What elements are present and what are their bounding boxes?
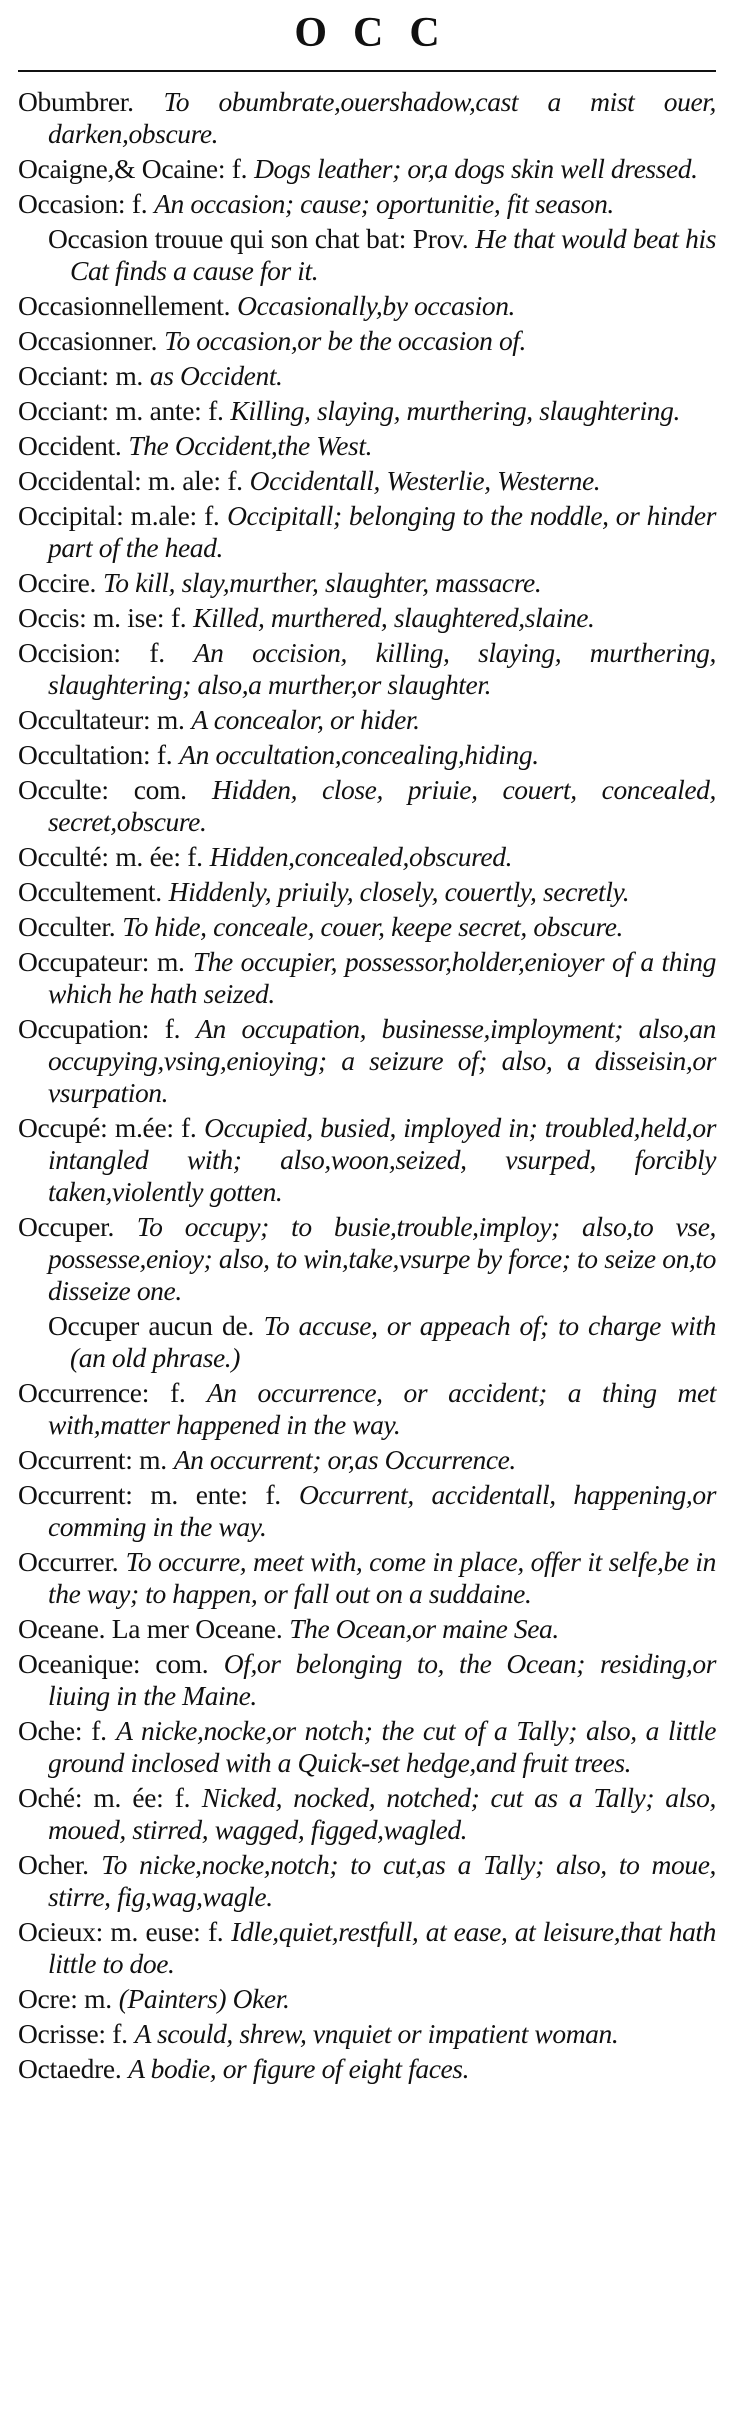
headword: Occulte: com. xyxy=(18,774,187,805)
dictionary-entry xyxy=(18,774,716,838)
definition: To occasion,or be the occasion of. xyxy=(164,325,527,356)
dictionary-entry xyxy=(18,841,716,873)
definition: Hidden, close, priuie, couert, concealed, secret,obscure. xyxy=(48,774,716,837)
dictionary-entry xyxy=(18,1648,716,1712)
headword: Occision: f. xyxy=(18,637,165,668)
headword: Occultation: f. xyxy=(18,739,173,770)
headword: Occiant: m. ante: f. xyxy=(18,395,224,426)
headword: Occis: m. ise: f. xyxy=(18,602,187,633)
dictionary-entry xyxy=(18,1013,716,1109)
definition: He that would beat his Cat finds a cause for it. xyxy=(70,223,717,286)
definition: (Painters) Oker. xyxy=(118,1983,290,2014)
dictionary-entry xyxy=(18,395,716,427)
dictionary-entry xyxy=(18,567,716,599)
dictionary-entry xyxy=(18,1444,716,1476)
definition: An occision, killing, slaying, murthering, slaughtering; also,a murther,or slaughter. xyxy=(48,637,716,700)
dictionary-entry xyxy=(18,1916,716,1980)
headword: Occiant: m. xyxy=(18,360,143,391)
dictionary-entry xyxy=(18,188,716,220)
definition: An occurrent; or,as Occurrence. xyxy=(173,1444,516,1475)
dictionary-entry xyxy=(18,946,716,1010)
headword: Occulter. xyxy=(18,911,116,942)
definition: Killing, slaying, murthering, slaughtering. xyxy=(230,395,680,426)
definition: Idle,quiet,restfull, at ease, at leisure,that hath little to doe. xyxy=(48,1916,717,1979)
definition: An occasion; cause; oportunitie, fit season. xyxy=(154,188,614,219)
definition: Occidentall, Westerlie, Westerne. xyxy=(249,465,601,496)
headword: Occupateur: m. xyxy=(18,946,185,977)
headword: Occulté: m. ée: f. xyxy=(18,841,203,872)
headword: Occasion trouue qui son chat bat: Prov. xyxy=(48,223,469,254)
dictionary-entry xyxy=(18,876,716,908)
headword: Occurrence: f. xyxy=(18,1377,186,1408)
headword: Occidental: m. ale: f. xyxy=(18,465,243,496)
definition: Of,or belonging to, the Ocean; residing,or liuing in the Maine. xyxy=(48,1648,716,1711)
headword: Occident. xyxy=(18,430,122,461)
headword: Obumbrer. xyxy=(18,86,134,117)
headword: Octaedre. xyxy=(18,2053,122,2084)
headword: Occurrent: m. ente: f. xyxy=(18,1479,281,1510)
dictionary-entry xyxy=(18,2053,716,2085)
definition: To occupy; to busie,trouble,imploy; also,to vse, possesse,enioy; also, to win,take,vsurpe by force; to seize on,to disseize one. xyxy=(48,1211,716,1306)
headword: Oche: f. xyxy=(18,1715,107,1746)
definition: To nicke,nocke,notch; to cut,as a Tally; also, to moue, stirre, fig,wag,wagle. xyxy=(48,1849,716,1912)
definition: To obumbrate,ouershadow,cast a mist ouer, darken,obscure. xyxy=(48,86,716,149)
definition: To occurre, meet with, come in place, offer it selfe,be in the way; to happen, or fall out on a suddaine. xyxy=(48,1546,717,1609)
definition: An occupation, businesse,imployment; also,an occupying,vsing,enioying; a seizure of; also, a disseisin,or vsurpation. xyxy=(48,1013,717,1108)
headword: Occasionner. xyxy=(18,325,158,356)
headword: Occurrent: m. xyxy=(18,1444,167,1475)
definition: Occipitall; belonging to the noddle, or hinder part of the head. xyxy=(48,500,716,563)
headword: Ocher. xyxy=(18,1849,89,1880)
dictionary-entry xyxy=(18,325,716,357)
dictionary-entry xyxy=(18,1983,716,2015)
dictionary-entry xyxy=(18,704,716,736)
sub-entry xyxy=(18,223,716,287)
dictionary-entry xyxy=(18,430,716,462)
headword: Oceanique: com. xyxy=(18,1648,209,1679)
headword: Ocaigne,& Ocaine: f. xyxy=(18,153,248,184)
definition: Occurrent, accidentall, happening,or comming in the way. xyxy=(48,1479,717,1542)
definition: Hiddenly, priuily, closely, couertly, secretly. xyxy=(168,876,630,907)
dictionary-entry xyxy=(18,86,716,150)
headword: Occuper. xyxy=(18,1211,115,1242)
definition: A nicke,nocke,or notch; the cut of a Tally; also, a little ground inclosed with a Quick-set hedge,and fruit trees. xyxy=(48,1715,716,1778)
dictionary-entry xyxy=(18,290,716,322)
dictionary-entry xyxy=(18,602,716,634)
headword: Oché: m. ée: f. xyxy=(18,1782,191,1813)
definition: To accuse, or appeach of; to charge with (an old phrase.) xyxy=(70,1310,717,1373)
dictionary-entry xyxy=(18,500,716,564)
definition: An occultation,concealing,hiding. xyxy=(179,739,539,770)
definition: Occasionally,by occasion. xyxy=(237,290,516,321)
headword: Occupé: m.ée: f. xyxy=(18,1112,197,1143)
headword: Ocre: m. xyxy=(18,1983,112,2014)
definition: To hide, conceale, couer, keepe secret, obscure. xyxy=(122,911,624,942)
headword: Occire. xyxy=(18,567,97,598)
definition: A scould, shrew, vnquiet or impatient woman. xyxy=(134,2018,619,2049)
dictionary-entry xyxy=(18,637,716,701)
definition: A concealor, or hider. xyxy=(191,704,420,735)
dictionary-entry xyxy=(18,1479,716,1543)
dictionary-entry xyxy=(18,153,716,185)
definition: Dogs leather; or,a dogs skin well dressed. xyxy=(254,153,698,184)
definition: Nicked, nocked, notched; cut as a Tally; also, moued, stirred, wagged, figged,wagled. xyxy=(48,1782,716,1845)
definition: To kill, slay,murther, slaughter, massacre. xyxy=(102,567,542,598)
page-header: OCC xyxy=(294,10,466,56)
dictionary-entry xyxy=(18,1849,716,1913)
headword: Occasion: f. xyxy=(18,188,148,219)
definition: as Occident. xyxy=(149,360,283,391)
dictionary-entry xyxy=(18,739,716,771)
headword: Occipital: m.ale: f. xyxy=(18,500,220,531)
header-rule xyxy=(18,70,716,72)
headword: Occultateur: m. xyxy=(18,704,185,735)
dictionary-entry xyxy=(18,1782,716,1846)
headword: Occultement. xyxy=(18,876,162,907)
headword: Ocrisse: f. xyxy=(18,2018,128,2049)
definition: Killed, murthered, slaughtered,slaine. xyxy=(193,602,595,633)
definition: A bodie, or figure of eight faces. xyxy=(128,2053,470,2084)
dictionary-entry xyxy=(18,911,716,943)
definition: Occupied, busied, imployed in; troubled,held,or intangled with; also,woon,seized, vsurped, forcibly taken,violently gotten. xyxy=(48,1112,717,1207)
headword: Occasionnellement. xyxy=(18,290,231,321)
headword: Oceane. La mer Oceane. xyxy=(18,1613,283,1644)
definition: The Ocean,or maine Sea. xyxy=(289,1613,559,1644)
headword: Ocieux: m. euse: f. xyxy=(18,1916,224,1947)
dictionary-entry xyxy=(18,2018,716,2050)
dictionary-entry xyxy=(18,1715,716,1779)
definition: An occurrence, or accident; a thing met with,matter happened in the way. xyxy=(48,1377,716,1440)
headword: Occurrer. xyxy=(18,1546,119,1577)
dictionary-entry xyxy=(18,1211,716,1307)
headword: Occupation: f. xyxy=(18,1013,181,1044)
dictionary-entry xyxy=(18,465,716,497)
entry-list xyxy=(18,86,716,2085)
dictionary-entry xyxy=(18,360,716,392)
dictionary-entry xyxy=(18,1377,716,1441)
headword: Occuper aucun de. xyxy=(48,1310,254,1341)
definition: Hidden,concealed,obscured. xyxy=(209,841,513,872)
sub-entry xyxy=(18,1310,716,1374)
definition: The Occident,the West. xyxy=(128,430,373,461)
dictionary-entry xyxy=(18,1546,716,1610)
definition: The occupier, possessor,holder,enioyer of a thing which he hath seized. xyxy=(48,946,716,1009)
dictionary-entry xyxy=(18,1613,716,1645)
dictionary-entry xyxy=(18,1112,716,1208)
